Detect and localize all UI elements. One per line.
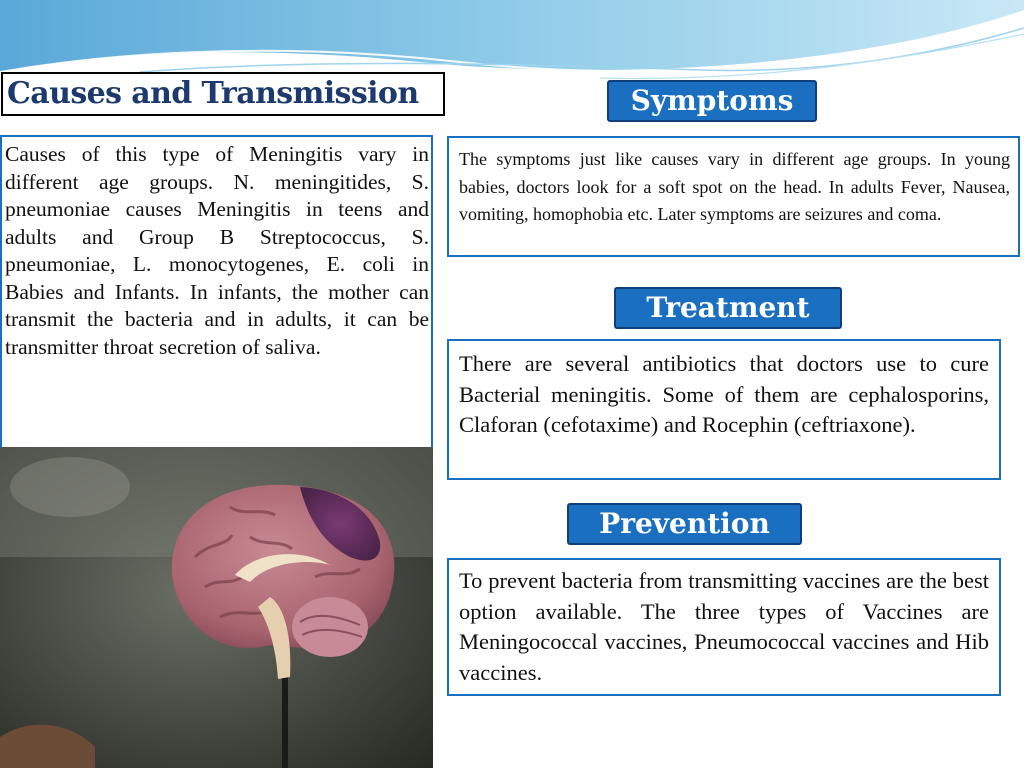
prevention-text: To prevent bacteria from transmitting vaccines are the best option available. The three types of Vaccines are Meningococcal vaccines, Pneumococcal vaccines and Hib vaccines. bbox=[459, 568, 989, 685]
symptoms-heading bbox=[607, 80, 817, 122]
causes-text-box bbox=[0, 135, 433, 449]
treatment-heading bbox=[614, 287, 842, 329]
causes-text: Causes of this type of Meningitis vary in different age groups. N. meningitides, S. pneumoniae causes Meningitis in teens and adults and Group B Streptococcus, S. pneumoniae, L. monocytogenes, E. coli in Babies and Infants. In infants, the mother can transmit the bacteria and in adults, it can be transmitter throat secretion of saliva. bbox=[5, 142, 429, 359]
prevention-heading bbox=[567, 503, 802, 545]
treatment-text-box bbox=[447, 339, 1001, 480]
brain-model-icon bbox=[0, 447, 433, 768]
symptoms-heading-label: Symptoms bbox=[630, 84, 794, 117]
title-box bbox=[1, 72, 445, 116]
prevention-text-box bbox=[447, 558, 1001, 696]
symptoms-text: The symptoms just like causes vary in different age groups. In young babies, doctors look for a soft spot on the head. In adults Fever, Nausea, vomiting, homophobia etc. Later symptoms are seizures and coma. bbox=[459, 149, 1010, 224]
symptoms-text-box bbox=[447, 136, 1020, 257]
prevention-heading-label: Prevention bbox=[599, 507, 770, 540]
slide-title: Causes and Transmission bbox=[7, 76, 419, 111]
treatment-heading-label: Treatment bbox=[646, 291, 810, 324]
brain-model-photo bbox=[0, 447, 433, 768]
treatment-text: There are several antibiotics that doctors use to cure Bacterial meningitis. Some of them are cephalosporins, Claforan (cefotaxime) and Rocephin (ceftriaxone). bbox=[459, 351, 989, 437]
